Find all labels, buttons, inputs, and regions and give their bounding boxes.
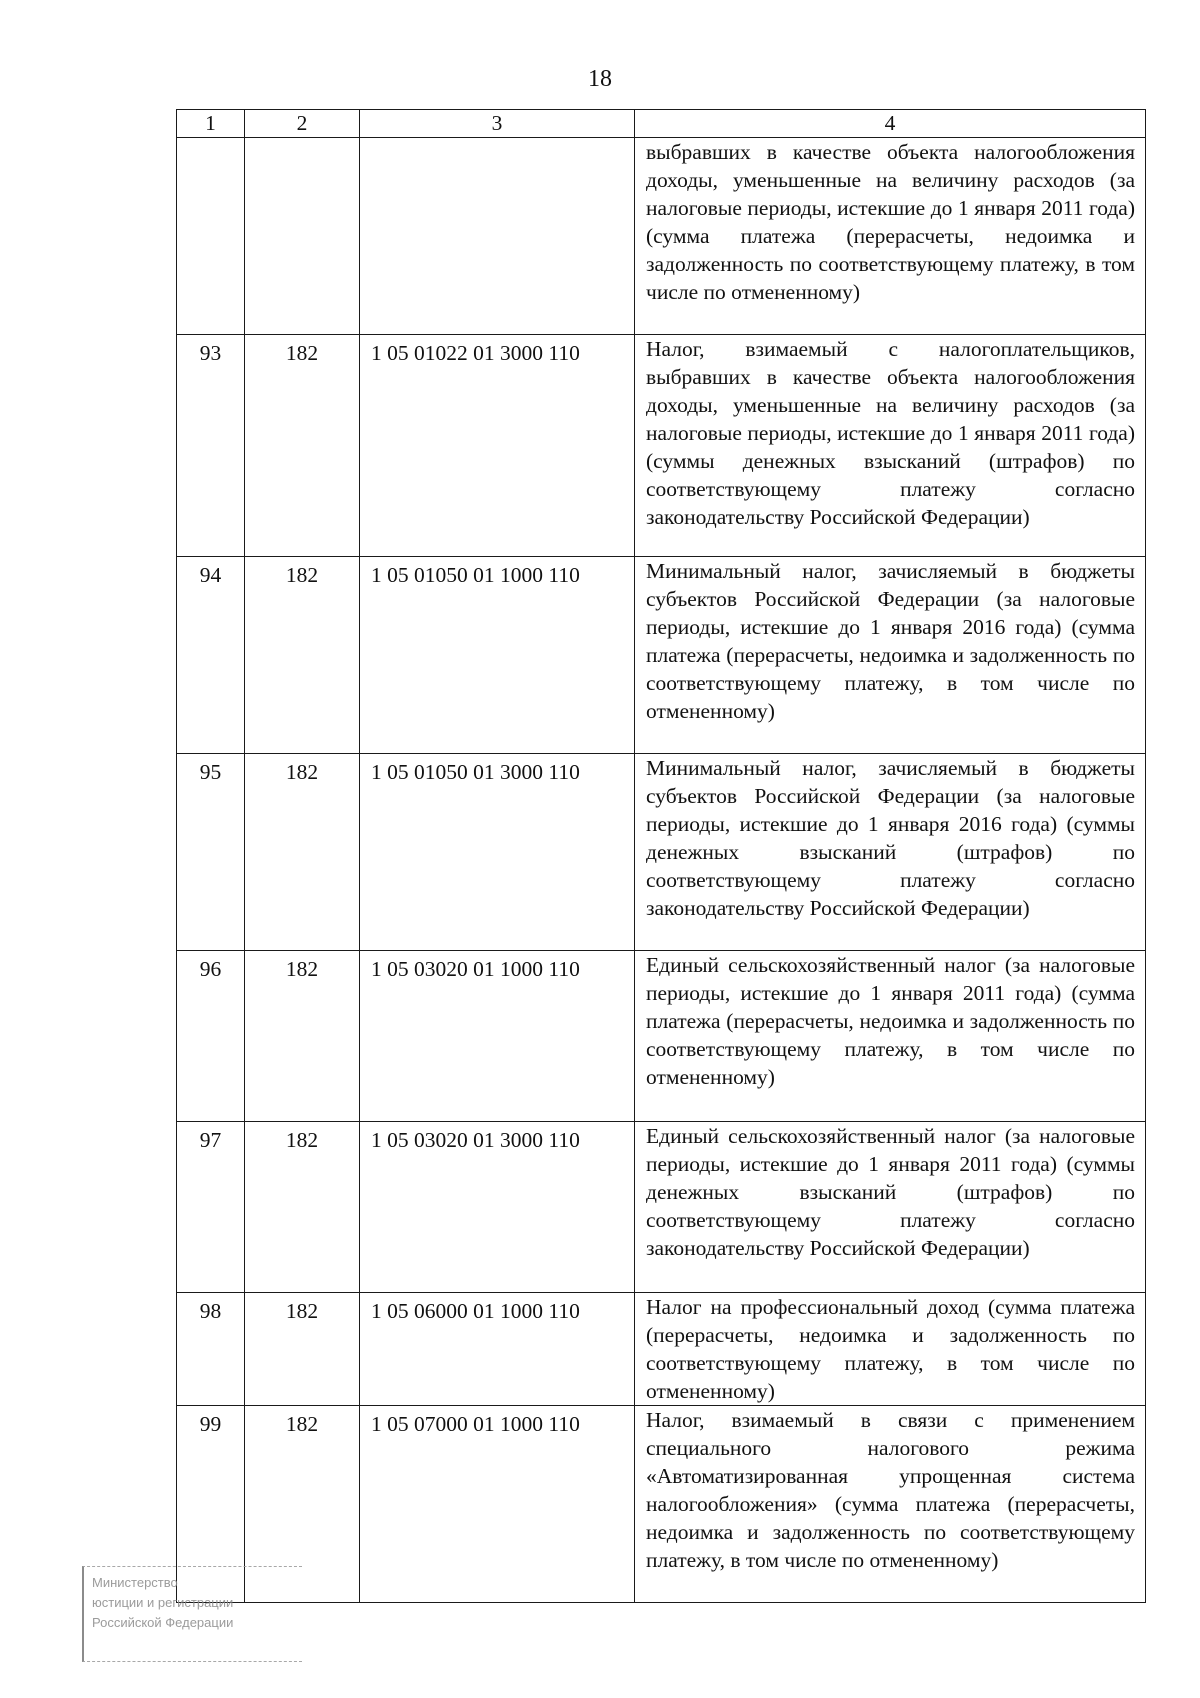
cell-kbk-code: 1 05 01022 01 3000 110 [360, 335, 635, 557]
column-header-1: 1 [177, 110, 245, 138]
table-row [177, 1122, 1146, 1293]
cell-admin-code: 182 [245, 557, 360, 754]
cell-description: Налог, взимаемый в связи с применением специального налогового режима «Автоматизированная упрощенная система налогообложения» (сумма платежа (перерасчеты, недоимка и задолженность по соответствующему платежу, в том числе по отмененному) [635, 1406, 1146, 1603]
cell-kbk-code: 1 05 01050 01 3000 110 [360, 754, 635, 951]
cell-admin-code: 182 [245, 1122, 360, 1293]
cell-description: Минимальный налог, зачисляемый в бюджеты субъектов Российской Федерации (за налоговые периоды, истекшие до 1 января 2016 года) (сумма платежа (перерасчеты, недоимка и задолженность по соответствующему платежу, в том числе по отмененному) [635, 557, 1146, 754]
cell-admin-code [245, 138, 360, 335]
cell-description: Минимальный налог, зачисляемый в бюджеты субъектов Российской Федерации (за налоговые периоды, истекшие до 1 января 2016 года) (суммы денежных взысканий (штрафов) по соответствующему платежу согласно законодательству Российской Федерации) [635, 754, 1146, 951]
cell-description: выбравших в качестве объекта налогообложения доходы, уменьшенные на величину расходов (за налоговые периоды, истекшие до 1 января 2011 года) (сумма платежа (перерасчеты, недоимка и задолженность по соответствующему платежу, в том числе по отмененному) [635, 138, 1146, 335]
page-number: 18 [588, 66, 612, 92]
table-row [177, 557, 1146, 754]
budget-classification-table [176, 109, 1146, 1603]
table-row [177, 1293, 1146, 1406]
cell-kbk-code: 1 05 01050 01 1000 110 [360, 557, 635, 754]
cell-description: Единый сельскохозяйственный налог (за налоговые периоды, истекшие до 1 января 2011 года) (сумма платежа (перерасчеты, недоимка и задолженность по соответствующему платежу, в том числе по отмененному) [635, 951, 1146, 1122]
registration-stamp [82, 1566, 302, 1662]
table-row-continuation [177, 138, 1146, 335]
cell-admin-code: 182 [245, 335, 360, 557]
cell-kbk-code: 1 05 06000 01 1000 110 [360, 1293, 635, 1406]
cell-kbk-code [360, 138, 635, 335]
cell-kbk-code: 1 05 03020 01 1000 110 [360, 951, 635, 1122]
cell-admin-code: 182 [245, 1293, 360, 1406]
stamp-line: Министерство [92, 1575, 178, 1590]
cell-number: 96 [177, 951, 245, 1122]
cell-admin-code: 182 [245, 754, 360, 951]
table-row [177, 1406, 1146, 1603]
stamp-line: юстиции и регистрации [92, 1595, 234, 1610]
column-header-4: 4 [635, 110, 1146, 138]
header-row [177, 110, 1146, 138]
cell-description: Единый сельскохозяйственный налог (за налоговые периоды, истекшие до 1 января 2011 года) (суммы денежных взысканий (штрафов) по соответствующему платежу согласно законодательству Российской Федерации) [635, 1122, 1146, 1293]
column-header-3: 3 [360, 110, 635, 138]
table-row [177, 754, 1146, 951]
cell-description: Налог, взимаемый с налогоплательщиков, выбравших в качестве объекта налогообложения доходы, уменьшенные на величину расходов (за налоговые периоды, истекшие до 1 января 2011 года) (суммы денежных взысканий (штрафов) по соответствующему платежу согласно законодательству Российской Федерации) [635, 335, 1146, 557]
cell-kbk-code: 1 05 07000 01 1000 110 [360, 1406, 635, 1603]
column-header-2: 2 [245, 110, 360, 138]
cell-admin-code: 182 [245, 951, 360, 1122]
cell-kbk-code: 1 05 03020 01 3000 110 [360, 1122, 635, 1293]
cell-number: 95 [177, 754, 245, 951]
cell-admin-code: 182 [245, 1406, 360, 1603]
cell-number [177, 138, 245, 335]
cell-number: 98 [177, 1293, 245, 1406]
stamp-line: Российской Федерации [92, 1615, 234, 1630]
table-row [177, 335, 1146, 557]
cell-number: 93 [177, 335, 245, 557]
cell-number: 97 [177, 1122, 245, 1293]
cell-number: 99 [177, 1406, 245, 1603]
cell-number: 94 [177, 557, 245, 754]
table-row [177, 951, 1146, 1122]
cell-description: Налог на профессиональный доход (сумма платежа (перерасчеты, недоимка и задолженность по соответствующему платежу, в том числе по отмененному) [635, 1293, 1146, 1406]
